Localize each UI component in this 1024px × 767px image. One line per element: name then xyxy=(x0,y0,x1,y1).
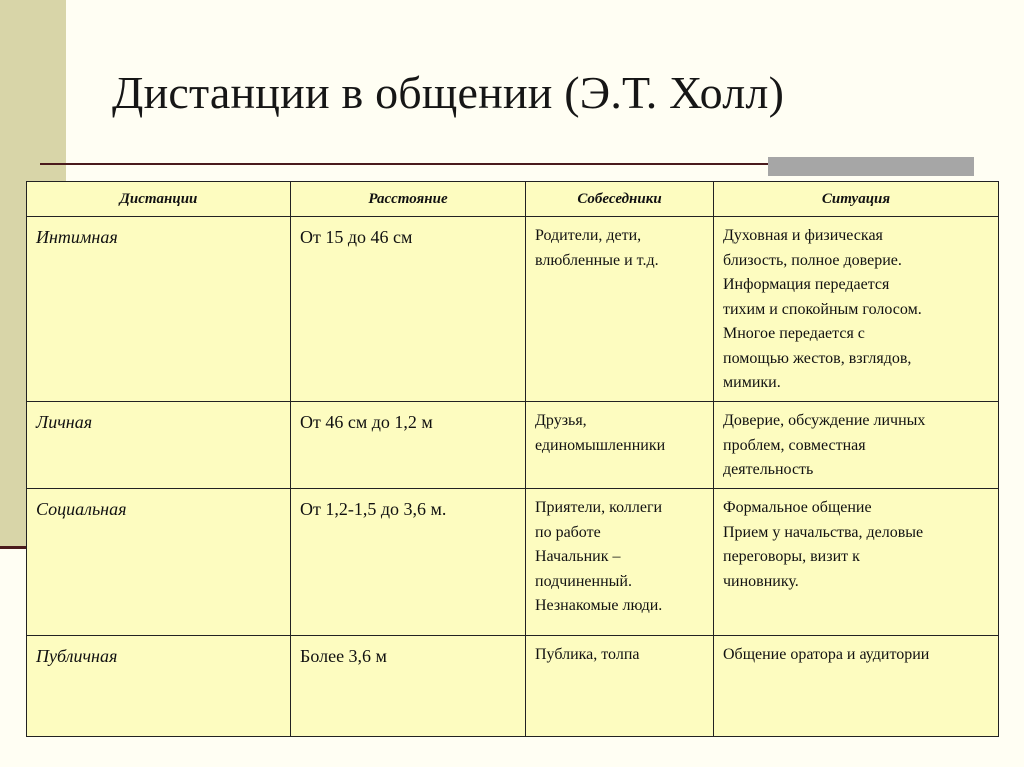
cell-interlocutors: Приятели, коллеги по работе Начальник – подчиненный. Незнакомые люди. xyxy=(526,489,714,636)
cell-distance-name: Личная xyxy=(27,402,291,489)
cell-distance-name: Публичная xyxy=(27,636,291,737)
table-row-personal xyxy=(27,402,999,489)
cell-situation: Духовная и физическая близость, полное доверие. Информация передается тихим и спокойным голосом. Многое передается с помощью жестов, взглядов, мимики. xyxy=(714,217,999,402)
cell-range: От 1,2-1,5 до 3,6 м. xyxy=(291,489,526,636)
table-header-row xyxy=(27,182,999,217)
table-row-intimate xyxy=(27,217,999,402)
header-situation: Ситуация xyxy=(714,182,999,217)
title-divider-accent-bar xyxy=(768,157,974,176)
cell-interlocutors: Публика, толпа xyxy=(526,636,714,737)
header-distances: Дистанции xyxy=(27,182,291,217)
cell-distance-name: Социальная xyxy=(27,489,291,636)
table-row-social xyxy=(27,489,999,636)
slide-title: Дистанции в общении (Э.Т. Холл) xyxy=(112,67,785,118)
header-interlocutors: Собеседники xyxy=(526,182,714,217)
cell-distance-name: Интимная xyxy=(27,217,291,402)
header-range: Расстояние xyxy=(291,182,526,217)
cell-range: От 15 до 46 см xyxy=(291,217,526,402)
cell-interlocutors: Родители, дети, влюбленные и т.д. xyxy=(526,217,714,402)
cell-situation: Доверие, обсуждение личных проблем, совместная деятельность xyxy=(714,402,999,489)
cell-interlocutors: Друзья, единомышленники xyxy=(526,402,714,489)
cell-range: От 46 см до 1,2 м xyxy=(291,402,526,489)
table-row-public xyxy=(27,636,999,737)
distances-table xyxy=(26,181,999,737)
cell-situation: Формальное общение Прием у начальства, деловые переговоры, визит к чиновнику. xyxy=(714,489,999,636)
cell-range: Более 3,6 м xyxy=(291,636,526,737)
cell-situation: Общение оратора и аудитории xyxy=(714,636,999,737)
